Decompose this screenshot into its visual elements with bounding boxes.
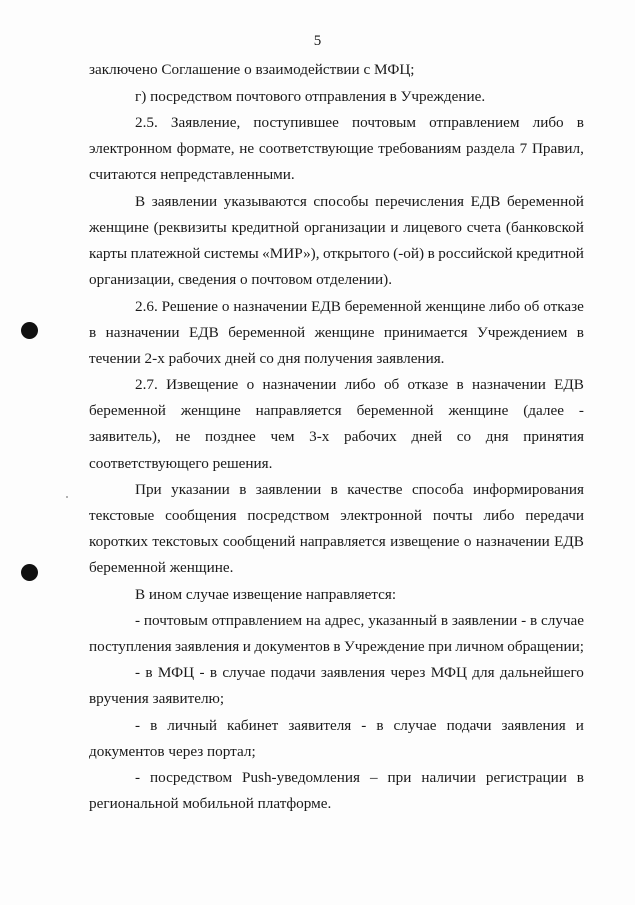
word: МФЦ [157,664,195,681]
text-line [89,245,584,263]
word: ЕДВ [470,193,501,210]
word: (реквизиты [153,219,227,236]
word: 2.5. [135,114,158,131]
word: платежной [130,245,201,262]
word: либо [489,298,521,315]
word: чем [270,428,295,445]
word: в [529,612,538,629]
word: в [440,612,448,629]
word: – [369,769,378,786]
text-line [89,428,584,446]
word: беременной [228,324,306,341]
word: Учреждением [477,324,568,341]
word: кредитной [516,245,584,262]
word: не [239,140,255,157]
word: в [576,769,584,786]
word: Push-уведомления [242,769,361,786]
word: беременной [89,402,166,419]
word: - [521,612,527,629]
word: заявитель), [89,428,161,445]
word: назначении [475,533,550,550]
word: заявления [320,664,386,681]
word: Заявление, [170,114,241,131]
word: посредством [247,507,330,524]
word: способы [313,193,369,210]
text-line: В ином случае извещение направляется: [135,586,397,603]
word: Правил, [531,140,584,157]
text-line: г) посредством почтового отправления в Учреждение. [135,88,486,105]
word: способа [411,481,464,498]
word: направляется [255,402,342,419]
word: 2.7. [135,376,158,393]
word: случае [540,612,584,629]
word: отказе [407,376,449,393]
word: при [428,638,452,655]
word: женщине [448,402,509,419]
word: в [376,717,384,734]
word: в [239,481,247,498]
word: отправлением [429,114,520,131]
word: 3-х [309,428,330,445]
word: организации [304,219,386,236]
word: открытого [323,245,390,262]
word: назначении [233,298,308,315]
word: в [150,717,158,734]
text-line [89,402,584,420]
word: - [199,664,205,681]
word: текстовых [152,533,219,550]
word: счета [466,219,502,236]
word: перечисления [375,193,465,210]
word: почты [432,507,473,524]
text-line: соответствующего решения. [89,455,273,472]
word: заявления [501,717,566,734]
word: о [246,376,255,393]
word: не [175,428,191,445]
word: заявления [175,638,240,655]
word: соответствующие [258,140,374,157]
word: женщине [89,219,149,236]
word: - [135,612,141,629]
text-line: организации, сведения о почтовом отделении). [89,271,393,288]
text-line [89,219,584,237]
punch-hole-top [21,322,38,339]
word: - [135,717,141,734]
word: - [578,402,584,419]
word: назначении [262,376,337,393]
text-line: беременной женщине. [89,559,234,576]
word: в [330,481,338,498]
word: информирования [473,481,584,498]
word: документов [254,638,330,655]
word: принимается [383,324,468,341]
word: либо [532,114,564,131]
word: заявлении [255,481,322,498]
word: женщине [314,324,375,341]
word: - [361,717,367,734]
text-line [135,298,584,316]
word: беременной [507,193,584,210]
word: беременной [356,402,434,419]
word: указываются [223,193,307,210]
text-line [89,140,584,158]
word: личном [455,638,504,655]
word: принятия [523,428,584,445]
text-line: заключено Соглашение о взаимодействии с МФЦ; [89,61,415,78]
word: и [390,219,399,236]
word: через [390,664,426,681]
word: дня [485,428,509,445]
word: карты [89,245,128,262]
word: и [575,717,584,734]
text-line [135,376,584,394]
word: либо [344,376,376,393]
word: кабинет [227,717,279,734]
word: обращении; [507,638,584,655]
word: регистрации [485,769,567,786]
text-line [135,717,584,735]
word: текстовые [89,507,155,524]
word: в [427,245,435,262]
word: поступившее [253,114,339,131]
text-line [135,664,584,682]
word: женщине [425,298,486,315]
word: об [383,376,400,393]
word: личный [167,717,218,734]
word: в [576,324,584,341]
word: дней [411,428,443,445]
word: подачи [270,664,316,681]
word: и [242,638,251,655]
word: В [135,193,146,210]
word: со [456,428,472,445]
word: посредством [150,769,233,786]
text-line [135,769,584,787]
word: подачи [446,717,492,734]
word: заявителя [288,717,352,734]
word: на [305,612,321,629]
word: - [135,769,141,786]
word: в [145,664,153,681]
word: заявлении [151,193,218,210]
word: российской [438,245,513,262]
text-line [89,507,584,525]
word: либо [483,507,515,524]
word: о [463,533,472,550]
text-line: региональной мобильной платформе. [89,795,332,812]
word: 2.6. [135,298,158,315]
word: коротких [89,533,148,550]
word: почтовым [352,114,416,131]
word: МФЦ [430,664,467,681]
word: электронном [89,140,172,157]
word: сообщений [222,533,296,550]
word: - [135,664,141,681]
word: заявлении [451,612,518,629]
word: лицевого [403,219,462,236]
word: для [472,664,495,681]
word: беременной [344,298,422,315]
text-line [135,481,584,499]
text-line [135,114,584,132]
text-line: считаются непредставленными. [89,166,295,183]
text-line: течении 2-х рабочих дней со дня получения заявления. [89,350,445,367]
word: почтовым [143,612,208,629]
word: Извещение [166,376,239,393]
word: поступления [89,638,172,655]
word: При [135,481,162,498]
word: об [524,298,540,315]
word: случае [393,717,437,734]
word: «МИР»), [262,245,320,262]
word: (далее [523,402,564,419]
word: назначении [471,376,546,393]
word: качестве [347,481,403,498]
word: Учреждение [343,638,425,655]
word: в [333,638,341,655]
word: раздела [465,140,515,157]
word: 7 [519,140,528,157]
word: передачи [525,507,584,524]
word: формате, [176,140,235,157]
word: отказе [543,298,584,315]
text-line: вручения заявителю; [89,690,225,707]
word: ЕДВ [188,324,219,341]
word: сообщения [165,507,237,524]
word: электронной [340,507,422,524]
word: случае [222,664,266,681]
word: направляется [299,533,386,550]
text-line [135,612,584,630]
word: назначении [105,324,180,341]
punch-hole-bottom [21,564,38,581]
page-number: 5 [313,33,322,49]
text-line [89,324,584,342]
word: при [387,769,412,786]
word: указанный [368,612,437,629]
word: кредитной [231,219,300,236]
word: дальнейшего [499,664,584,681]
word: рабочих [344,428,397,445]
scan-speck [66,496,68,498]
text-line: документов через портал; [89,743,256,760]
word: в [576,114,584,131]
word: в [456,376,464,393]
word: в [89,324,97,341]
word: (банковской [505,219,584,236]
word: ЕДВ [554,376,584,393]
word: женщине [180,402,241,419]
word: адрес, [324,612,365,629]
word: в [209,664,217,681]
word: системы [203,245,259,262]
text-line [89,533,584,551]
word: наличии [421,769,476,786]
text-line [89,638,584,656]
word: ЕДВ [554,533,584,550]
word: (-ой) [393,245,425,262]
word: позднее [204,428,256,445]
word: требованиям [378,140,462,157]
word: о [221,298,230,315]
word: ЕДВ [311,298,341,315]
word: Решение [161,298,219,315]
word: указании [171,481,230,498]
word: отправлением [211,612,303,629]
text-line [135,193,584,211]
word: извещение [390,533,460,550]
